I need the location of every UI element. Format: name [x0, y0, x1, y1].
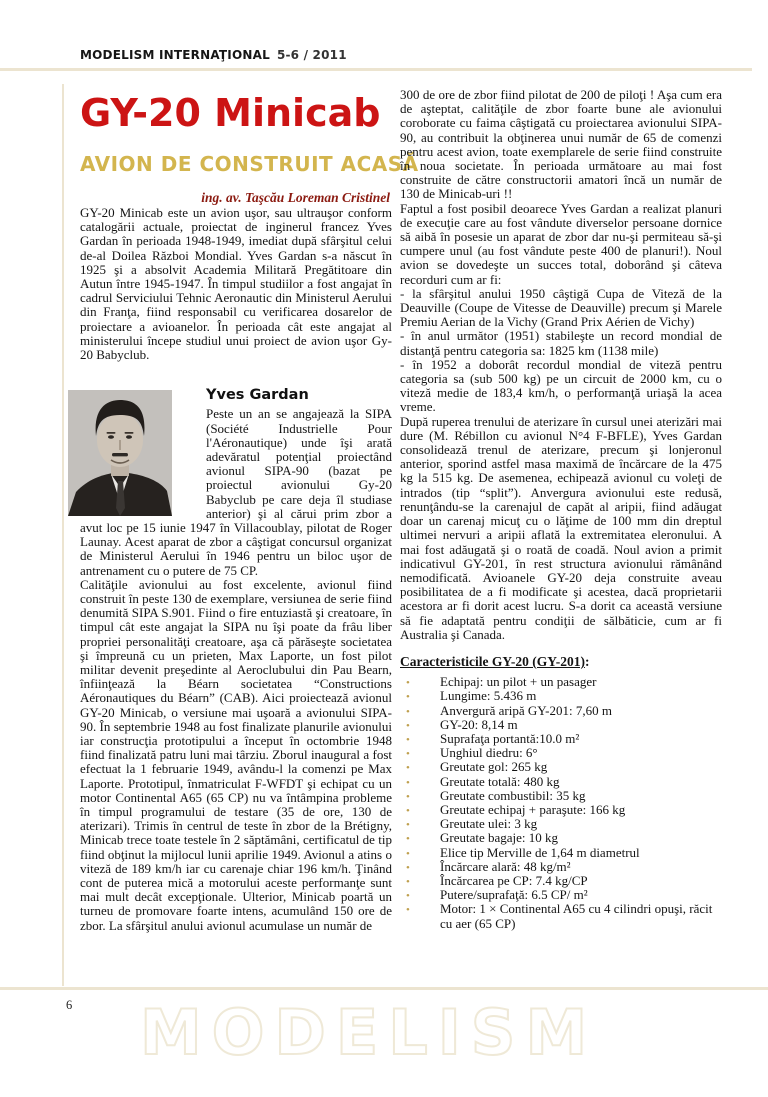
bio-paragraph-2: Calităţile avionului au fost excelente, avionul fiind construit în peste 130 de exemplare, versiunea de serie fiind denumită SIPA S.901. Fiind o fire entuziastă şi creatoare, în timpul cât este angajat la SIPA nu îşi poate da frâu liber propriei personalităţi creatoare, aşa că părăseşte societatea şi împreună cu un prieten, Max Laporte, un fost pilot militar devenit preşedinte al Aeroclubului din Pau Bearn, înfiinţează la Béarn societatea “Constructions Aéronautiques du Béarn” (CAB). Aici proiectează avionul GY-20 Minicab, o versiune mai uşoară a avionului SIPA-90. În septembrie 1948 au fost finalizate planurile avionului iar construcţia prototipului a început în octombrie 1948 fiind finalizată patru luni mai târziu. Zborul inaugural a fost efectuat la 1 februarie 1949, avându-l la comenzi pe Max Laporte. Prototipul, înmatriculat F-WFDT şi echipat cu un motor Continental A65 (65 CP) nu va întâmpina probleme în timpul programului de testare (35 de ore, 130 de aterizari). Trimis în centrul de teste în zbor de la Brétigny, Minicab trece toate testele în 2 săptămâni, certificatul de tip fiind obţinut la mijlocul lunii aprilie 1949. Avionul a atins o viteză de 189 km/h iar cu carenaje chiar 196 km/h. Ţinând cont de puterea mică a motorului aceste performanţe sunt mai mult decât excepţionale. Ulterior, Minicab poartă un turneu de promovare foarte intens, acumulând 150 ore de zbor. La sfârşitul anului avionul acumulase un număr de — [80, 576, 392, 933]
footer-rule — [0, 987, 768, 990]
bullet-icon: • — [406, 762, 410, 775]
record-1951: - în anul următor (1951) stabileşte un record mondial de distanţă pentru categoria sa: 1825 km (1138 mile) — [400, 328, 722, 358]
record-1950: - la sfârşitul anului 1950 câştigă Cupa de Viteză de la Deauville (Coupe de Vitesse de Deauville) precum şi Marele Premiu Aerian de la Vichy (Grand Prix Aérien de Vichy) — [400, 285, 722, 330]
author-byline: ing. av. Taşcău Loreman Cristinel — [201, 189, 390, 205]
bullet-icon: • — [406, 804, 410, 817]
characteristic-text: Elice tip Merville de 1,64 m diametrul — [440, 844, 640, 860]
record-1952: - în 1952 a doborât recordul mondial de viteză pentru categoria sa (sub 500 kg) pe un circuit de 2000 km, cu o viteză medie de 183,4 km/h, o performanţă uriaşă la acea vreme. — [400, 356, 722, 415]
characteristic-item — [400, 718, 722, 732]
characteristic-text: Greutate totală: 480 kg — [440, 773, 560, 789]
intro-paragraph: GY-20 Minicab este un avion uşor, sau ultrauşor conform catalogării actuale, proiectat de inginerul francez Yves Gardan în perioada 1948-1949, imediat după sfârşitul celui de-al Doilea Război Mondial. Yves Gardan s-a născut în 1925 şi a absolvit Academia Militară Pregătitoare din Autun între 1945-1947. În timpul studiilor a fost angajat în cadrul Serviciului Tehnic Aeronautic din Ministerul Aerului din Franţa, fiind responsabil cu verificarea dosarelor de proiectare a avioanelor. În perioada cât este angajat al ministerului începe studiul unui proiect de avion uşor Gy-20 Babyclub. — [80, 204, 392, 362]
characteristics-heading-text: Caracteristicile GY-20 (GY-201) — [400, 653, 585, 669]
characteristic-item — [400, 902, 722, 930]
characteristic-text: Putere/suprafaţă: 6.5 CP/ m² — [440, 887, 588, 903]
bio-paragraph-1: Peste un an se angajează la SIPA (Société Industrielle Pour l'Aéronautique) unde îşi arată adevăratul potenţial proiectând avionul SIPA-90 (bazat pe proiectul avionului Gy-20 Babyclub pe care deja îl studiase anterior) şi al cărui prim zbor a avut loc pe 15 iunie 1947 în Villacoublay, pilotat de Roger Launay. Acest aparat de zbor a câştigat concursul organizat de Ministerul Aerului în 1946 pentru un biloc uşor de antrenament cu o putere de 75 CP. — [80, 406, 392, 578]
bullet-icon: • — [406, 733, 410, 746]
paragraph-modifications: După ruperea trenului de aterizare în cursul unei aterizări mai dure (M. Rébillon cu avionul N°4 F-BFLE), Yves Gardan consolidează trenul de aterizare, precum şi lonjeronul anterior, sporind astfel masa maximă de încărcare de la 475 kg la 515 kg. De asemenea, echipează avionul cu voleţi de intrados (tip “split”). Anvergura avionului este redusă, renunţându-se la carenajul de capăt al aripii, fiind adăugat doar un carenaj micuţ cu o lăţime de 100 mm din dreptul ultimei nervuri a aripii aflată la extremitatea eleronului. A mai fost adăugată şi o roată de coadă. Noul avion a primit indicativul GY-201, în rest structura avionului rămânând nemodificată. Avioanele GY-20 deja construite aveau posibilitatea de a fi modificate şi acestea, dacă proprietarii acestora ar fi dorit acest lucru. S-a dorit ca această versiune să fie adaptată pentru condiţii de sălbăticie, cum ar fi Australia şi Canada. — [400, 413, 722, 642]
characteristic-text: Unghiul diedru: 6° — [440, 745, 538, 761]
characteristic-item — [400, 675, 722, 689]
left-margin-rule — [62, 84, 64, 986]
characteristic-text: Încărcarea pe CP: 7.4 kg/CP — [440, 872, 588, 888]
article-title: GY-20 Minicab — [80, 91, 381, 135]
characteristic-text: Greutate gol: 265 kg — [440, 759, 548, 775]
bullet-icon: • — [406, 904, 410, 917]
characteristic-item — [400, 732, 722, 746]
characteristic-item — [400, 746, 722, 760]
characteristic-text: Lungime: 5.436 m — [440, 688, 537, 704]
paragraph-plans-sold: Faptul a fost posibil deoarece Yves Gardan a realizat planuri de execuţie care au fost vândute diverselor persoane dornice să aibă în posesie un aparat de zbor dar nu-şi permiteau să-şi cumpere unul (au fost vândute peste 400 de planuri!). Noul avion se dovedeşte un succes total, doborând şi câteva recorduri cum ar fi: — [400, 200, 722, 287]
characteristics-list — [400, 675, 722, 931]
characteristic-text: Încărcare alară: 48 kg/m² — [440, 858, 571, 874]
characteristic-item — [400, 817, 722, 831]
characteristic-item — [400, 704, 722, 718]
article-subtitle: AVION DE CONSTRUIT ACASĂ — [80, 151, 419, 176]
characteristic-text: Greutate bagaje: 10 kg — [440, 830, 559, 846]
characteristic-item — [400, 831, 722, 845]
bullet-icon: • — [406, 833, 410, 846]
characteristic-item — [400, 760, 722, 774]
modelism-watermark: MODELISM — [140, 996, 598, 1069]
characteristic-text: Greutate echipaj + paraşute: 166 kg — [440, 801, 626, 817]
bullet-icon: • — [406, 790, 410, 803]
characteristic-text: GY-20: 8,14 m — [440, 716, 518, 732]
bullet-icon: • — [406, 705, 410, 718]
bullet-icon: • — [406, 691, 410, 704]
bullet-icon: • — [406, 819, 410, 832]
left-column — [80, 91, 419, 933]
bullet-icon: • — [406, 875, 410, 888]
page-number: 6 — [66, 998, 73, 1012]
characteristic-text: Echipaj: un pilot + un pasager — [440, 674, 597, 690]
bullet-icon: • — [406, 748, 410, 761]
header-rule — [0, 68, 752, 71]
characteristic-text: Greutate ulei: 3 kg — [440, 816, 538, 832]
characteristic-text: Suprafaţa portantă:10.0 m² — [440, 730, 580, 746]
characteristic-item — [400, 846, 722, 860]
bullet-icon: • — [406, 861, 410, 874]
characteristic-item — [400, 789, 722, 803]
characteristic-item — [400, 860, 722, 874]
paragraph-flight-hours: 300 de ore de zbor fiind pilotat de 200 de piloţi ! Aşa cum era de aşteptat, calităţile de zbor foarte bune ale avionului coroborate cu faima câştigată cu proiectarea avionului SIPA-90, au contribuit la obţinerea unui număr de 65 de comenzi pentru acest avion, toate exemplarele de serie fiind construite în noua societate. În perioada următoare au mai fost construite de către constructorii amatori încă un număr de 130 de Minicab-uri !! — [400, 87, 722, 202]
characteristic-item — [400, 803, 722, 817]
characteristic-item — [400, 689, 722, 703]
characteristics-heading — [400, 655, 722, 669]
bio-heading: Yves Gardan — [206, 387, 309, 404]
bullet-icon: • — [406, 719, 410, 732]
right-column — [400, 88, 722, 931]
magazine-header — [80, 48, 347, 62]
characteristic-text: Motor: 1 × Continental A65 cu 4 cilindri opuşi, răcit cu aer (65 CP) — [440, 901, 713, 931]
bullet-icon: • — [406, 847, 410, 860]
bio-section — [80, 388, 392, 933]
issue-number: 5-6 / 2011 — [276, 48, 347, 62]
magazine-name: MODELISM INTERNAŢIONAL — [80, 48, 270, 62]
bullet-icon: • — [406, 677, 410, 690]
characteristic-item — [400, 874, 722, 888]
bullet-icon: • — [406, 890, 410, 903]
characteristic-text: Greutate combustibil: 35 kg — [440, 787, 586, 803]
characteristic-item — [400, 888, 722, 902]
bullet-icon: • — [406, 776, 410, 789]
characteristic-item — [400, 775, 722, 789]
gardan-portrait-photo — [68, 390, 172, 516]
characteristics-heading-colon: : — [584, 653, 590, 669]
characteristic-text: Anvergură aripă GY-201: 7,60 m — [440, 702, 612, 718]
